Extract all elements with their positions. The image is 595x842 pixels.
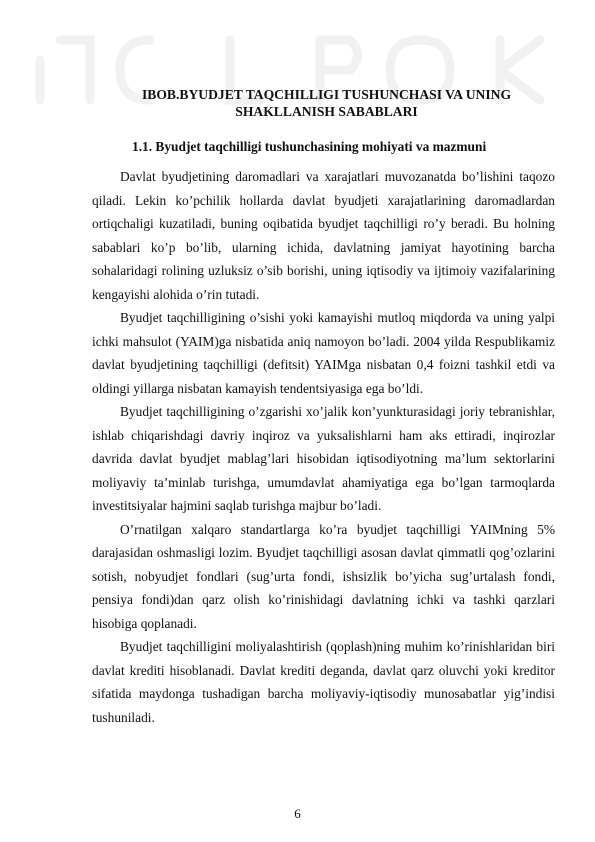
chapter-heading: IBOB.BYUDJET TAQCHILLIGI TUSHUNCHASI VA UNING SHAKLLANISH SABABLARI [141, 87, 512, 119]
paragraph-5: Byudjet taqchilligini moliyalashtirish (qoplash)ning muhim ko’rinishlaridan biri davlat krediti hisoblanadi. Davlat krediti deganda, davlat qarz oluvchi yoki kreditor sifatida maydonga tushadigan barcha moliyaviy-iqtisodiy munosabatlar yig’indisi tushuniladi. [92, 639, 555, 725]
section-heading: 1.1. Byudjet taqchilligi tushunchasining mohiyati va mazmuni [132, 139, 487, 154]
paragraph-3: Byudjet taqchilligining o’zgarishi xo’jalik kon’yunkturasidagi joriy tebranishlar, ishlab chiqarishdagi davriy inqiroz va yuksalishlarni ham aks ettiradi, inqirozlar davrida davlat byudjet mablag’lari hisobidan iqtisodiyotning ma’lum sektorlarini moliyaviy ta’minlab turishga, umumdavlat ahamiyatiga ega bo’lgan tarmoqlarda investitsiyalar hajmini saqlab turishga majbur bo’ladi. [92, 404, 555, 513]
paragraph-2: Byudjet taqchilligining o’sishi yoki kamayishi mutloq miqdorda va uning yalpi ichki mahsulot (YAIM)ga nisbatida aniq namoyon bo’ladi. 2004 yilda Respublikamiz davlat byudjetining taqchilligi (defitsit) YAIMga nisbatan 0,4 foizni tashkil etdi va oldingi yillarga nisbatan kamayish tendentsiyasiga ega bo’ldi. [92, 310, 555, 396]
paragraph-4: O’rnatilgan xalqaro standartlarga ko’ra byudjet taqchilligi YAIMning 5% darajasidan oshmasligi lozim. Byudjet taqchilligi asosan davlat qimmatli qog’ozlarini sotish, nobyudjet fondlari (sug’urta fondi, ishsizlik bo’yicha sug’urtalash fondi, pensiya fondi)dan qarz olish ko’rinishidagi davlatning ichki va tashki qarzlari hisobiga qoplanadi. [92, 521, 555, 631]
page-number: 6 [294, 806, 301, 821]
paragraph-1: Davlat byudjetining daromadlari va xarajatlari muvozanatda bo’lishini taqozo qiladi. Lekin ko’pchilik hollarda davlat byudjeti xarajatlarining daromadlardan ortiqchaligi kuzatiladi, buning oqibatida byudjet taqchilligi ro’y beradi. Bu holning sabablari ko’p bo’lib, ularning ichida, davlatning jamiyat hayotining barcha sohalaridagi rolining uzluksiz o’sib borishi, uning iqtisodiy va ijtimoiy vazifalarining kengayishi alohida o’rin tutadi. [92, 169, 555, 302]
document-page [92, 86, 555, 729]
